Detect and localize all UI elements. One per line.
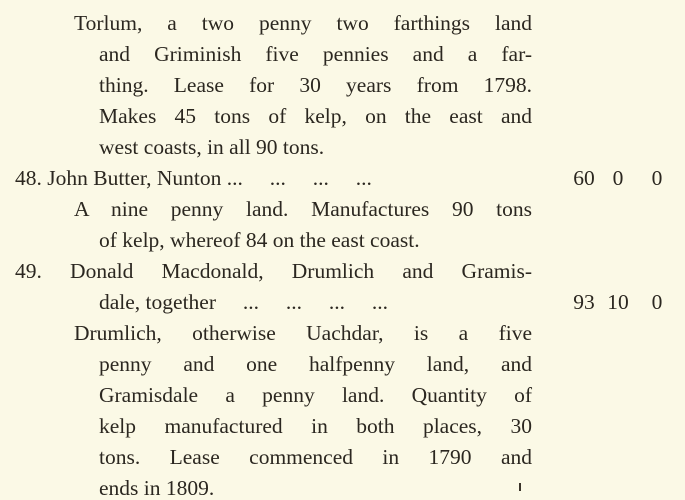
entry-48-note-line-1: A nine penny land. Manufactures 90 tons bbox=[74, 197, 532, 221]
entry-47-line-4: Makes 45 tons of kelp, on the east and bbox=[99, 104, 532, 128]
entry-49-rent bbox=[569, 292, 677, 314]
entry-48-rent bbox=[569, 168, 677, 190]
entry-48-note-line-2: of kelp, whereof 84 on the east coast. bbox=[99, 228, 420, 252]
entry-47-line-3: thing. Lease for 30 years from 1798. bbox=[99, 73, 532, 97]
rent-pence: 0 bbox=[651, 290, 663, 314]
rent-pounds: 93 bbox=[573, 290, 595, 314]
entry-49-note-line-2: penny and one halfpenny land, and bbox=[99, 352, 532, 376]
entry-49-note-line-3: Gramisdale a penny land. Quantity of bbox=[99, 383, 532, 407]
entry-47-line-1: Torlum, a two penny two farthings land bbox=[74, 11, 532, 35]
rent-pounds: 60 bbox=[573, 166, 595, 190]
rent-shillings: 10 bbox=[607, 290, 629, 314]
entry-49-heading-line-1: 49. Donald Macdonald, Drumlich and Gramis- bbox=[15, 259, 532, 283]
entry-49-note-line-4: kelp manufactured in both places, 30 bbox=[99, 414, 532, 438]
rent-pence: 0 bbox=[651, 166, 663, 190]
entry-49-heading-line-2: dale, together ... ... ... ... bbox=[99, 290, 389, 314]
entry-47-line-5: west coasts, in all 90 tons. bbox=[99, 135, 325, 159]
entry-49-note-line-5: tons. Lease commenced in 1790 and bbox=[99, 445, 532, 469]
rent-shillings: 0 bbox=[612, 166, 624, 190]
entry-48-heading: 48. John Butter, Nunton ... ... ... ... bbox=[15, 166, 372, 190]
entry-49-note-line-6: ends in 1809. bbox=[99, 476, 215, 500]
entry-49-note-line-1: Drumlich, otherwise Uachdar, is a five bbox=[74, 321, 532, 345]
entry-47-line-2: and Griminish five pennies and a far- bbox=[99, 42, 532, 66]
page-mark bbox=[519, 483, 521, 491]
